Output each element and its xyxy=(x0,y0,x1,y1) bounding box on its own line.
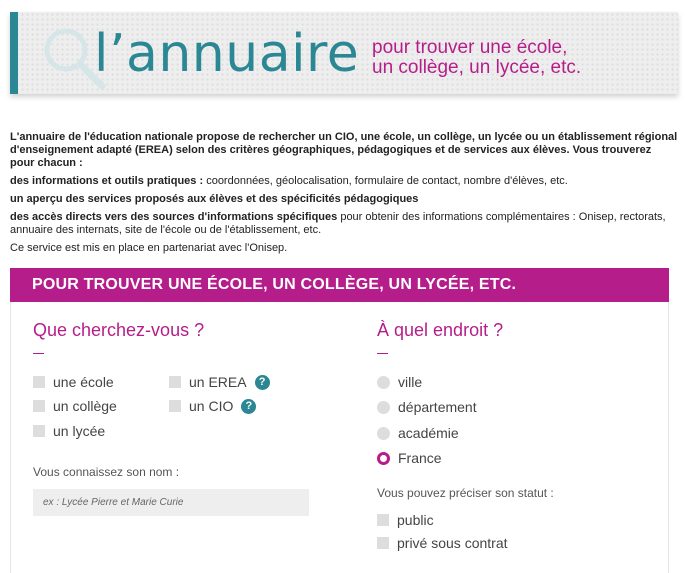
radio-departement[interactable] xyxy=(377,398,477,416)
checkbox-college[interactable] xyxy=(33,397,117,415)
intro-paragraph-5: Ce service est mis en place en partenariat avec l'Onisep. xyxy=(10,242,288,254)
banner-subtitle-line-2: un collège, un lycée, etc. xyxy=(372,57,582,78)
checkbox-label: privé sous contrat xyxy=(397,535,508,551)
checkbox-box[interactable] xyxy=(377,537,389,549)
checkbox-public[interactable] xyxy=(377,511,434,529)
checkbox-box[interactable] xyxy=(169,376,181,388)
radio-circle-selected[interactable] xyxy=(377,452,390,465)
banner-accent-bar xyxy=(10,12,18,94)
intro-paragraph-4: des accès directs vers des sources d'informations spécifiques pour obtenir des informations complémentaires : Onisep, rectorats, annuaire des internats, site de l'école ou de l'établissement, etc. xyxy=(10,211,666,236)
radio-label: France xyxy=(398,450,442,466)
checkbox-cio[interactable] xyxy=(169,397,256,415)
name-search-input[interactable] xyxy=(33,489,309,516)
checkbox-label: un CIO xyxy=(189,398,234,414)
radio-circle[interactable] xyxy=(377,427,390,440)
banner xyxy=(10,12,678,94)
checkbox-box[interactable] xyxy=(169,400,181,412)
help-icon[interactable]: ? xyxy=(241,399,256,414)
checkbox-label: public xyxy=(397,512,434,528)
radio-france[interactable] xyxy=(377,449,442,467)
what-title-dash xyxy=(33,353,44,354)
radio-circle[interactable] xyxy=(377,401,390,414)
search-panel xyxy=(10,302,669,573)
where-title: À quel endroit ? xyxy=(377,320,504,340)
checkbox-ecole[interactable] xyxy=(33,373,114,391)
radio-ville[interactable] xyxy=(377,373,422,391)
checkbox-lycee[interactable] xyxy=(33,422,105,440)
radio-label: département xyxy=(398,399,477,415)
intro-paragraph-1: L'annuaire de l'éducation nationale propose de rechercher un CIO, une école, un collège, un lycée ou un établissement régional d'enseignement adapté (EREA) selon des critères géographiques, pédagogiques et de services aux élèves. Vous trouverez pour chacun : xyxy=(10,131,678,169)
banner-subtitle xyxy=(372,38,581,78)
checkbox-box[interactable] xyxy=(33,376,45,388)
checkbox-box[interactable] xyxy=(33,400,45,412)
intro-paragraph-2: des informations et outils pratiques : coordonnées, géolocalisation, formulaire de contact, nombre d'élèves, etc. xyxy=(10,175,568,187)
intro-text xyxy=(10,131,678,260)
checkbox-prive-sous-contrat[interactable] xyxy=(377,534,508,552)
checkbox-box[interactable] xyxy=(377,514,389,526)
banner-subtitle-line-1: pour trouver une école, xyxy=(372,37,568,58)
radio-label: ville xyxy=(398,374,423,390)
where-title-dash xyxy=(377,353,388,354)
checkbox-box[interactable] xyxy=(33,425,45,437)
banner-title: l’annuaire xyxy=(94,24,360,84)
intro-paragraph-3: un aperçu des services proposés aux élèves et des spécificités pédagogiques xyxy=(10,193,419,205)
search-panel-header: POUR TROUVER UNE ÉCOLE, UN COLLÈGE, UN LYCÉE, ETC. xyxy=(10,268,669,302)
checkbox-label: un collège xyxy=(53,398,117,414)
checkbox-label: un lycée xyxy=(53,423,106,439)
checkbox-label: un EREA xyxy=(189,374,247,390)
status-label: Vous pouvez préciser son statut : xyxy=(377,486,554,500)
what-title: Que cherchez-vous ? xyxy=(33,320,205,340)
checkbox-label: une école xyxy=(53,374,114,390)
radio-circle[interactable] xyxy=(377,376,390,389)
radio-label: académie xyxy=(398,425,459,441)
checkbox-erea[interactable] xyxy=(169,373,270,391)
radio-academie[interactable] xyxy=(377,424,459,442)
help-icon[interactable]: ? xyxy=(255,375,270,390)
name-label: Vous connaissez son nom : xyxy=(33,465,180,479)
